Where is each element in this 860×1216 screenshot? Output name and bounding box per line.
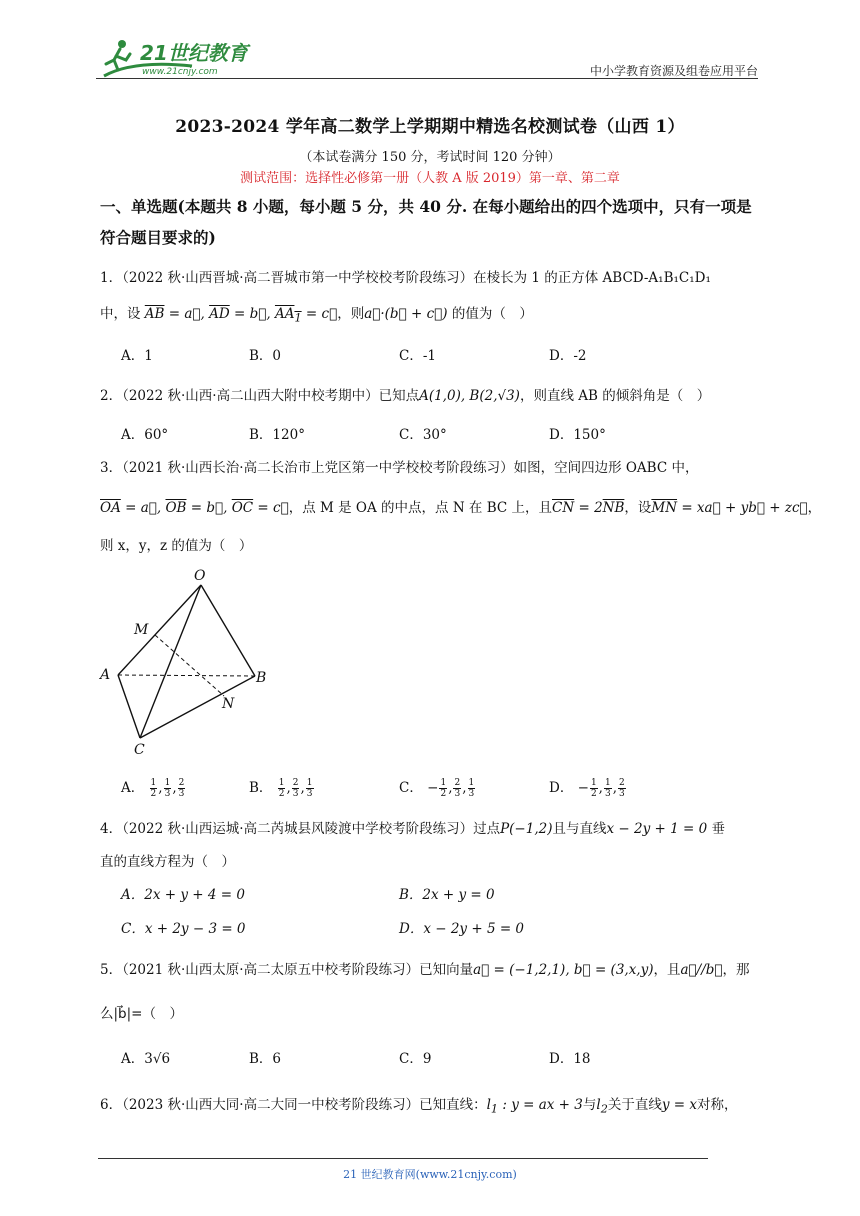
- svg-text:21世纪教育: 21世纪教育: [140, 41, 248, 65]
- q5-option-b[interactable]: B．6: [249, 1051, 282, 1067]
- svg-text:www.21cnjy.com: www.21cnjy.com: [142, 67, 218, 77]
- test-scope: 测试范围：选择性必修第一册（人教 A 版 2019）第一章、第二章: [240, 171, 620, 186]
- label-n: N: [222, 696, 235, 712]
- logo-icon: [96, 36, 266, 80]
- q2-option-b[interactable]: B．120°: [249, 427, 305, 443]
- q1-option-a[interactable]: A．1: [121, 348, 153, 364]
- q1-line2: 中，设 $\overline{AB}$ = a⃗, $\overline{AD}$ = b⃗, $AA_1$ = c⃗，则a⃗·(b⃗ + c⃗) 的值为（ ）: [100, 306, 533, 325]
- q1-option-b[interactable]: B．0: [249, 348, 282, 364]
- footer-link[interactable]: 21 世纪教育网(www.21cnjy.com): [343, 1168, 517, 1181]
- label-a: A: [100, 667, 111, 683]
- q2-option-c[interactable]: C．30°: [399, 427, 447, 443]
- q2-option-d[interactable]: D．150°: [549, 427, 606, 443]
- q5-line2: 么|b⃗|=（ ）: [100, 1006, 183, 1022]
- q2-line1: 2．（2022 秋·山西·高二山西大附中校考期中）已知点A(1,0), B(2,√3)，则直线 AB 的倾斜角是（ ）: [100, 388, 711, 404]
- label-c: C: [134, 742, 145, 758]
- footer-rule: [98, 1158, 708, 1159]
- q3-option-b[interactable]: B． $\frac{1}{2}$ , $\frac{2}{3}$ , $\frac{1}{3}$: [249, 778, 313, 799]
- q4-option-d[interactable]: D．x − 2y + 5 = 0: [399, 921, 525, 937]
- label-m: M: [134, 622, 149, 638]
- q1-option-d[interactable]: D．-2: [549, 348, 587, 364]
- header: [96, 36, 758, 80]
- q2-option-a[interactable]: A．60°: [121, 427, 169, 443]
- platform-label: 中小学教育资源及组卷应用平台: [589, 64, 758, 78]
- q5-line1: 5．（2021 秋·山西太原·高二太原五中校考阶段练习）已知向量a⃗ = (−1,2,1), b⃗ = (3,x,y)，且a⃗//b⃗，那: [100, 962, 750, 978]
- q4-option-a[interactable]: A．2x + y + 4 = 0: [121, 887, 245, 903]
- tetrahedron-figure: [98, 566, 278, 758]
- q4-line1: 4．（2022 秋·山西运城·高二芮城县风陵渡中学校考阶段练习）过点P(−1,2)且与直线x − 2y + 1 = 0 垂: [100, 821, 725, 837]
- page-title: 2023-2024 学年高二数学上学期期中精选名校测试卷（山西 1）: [175, 117, 685, 137]
- q3-option-d[interactable]: D． − $\frac{1}{2}$ , $\frac{1}{3}$ , $\frac{2}{3}$: [549, 778, 625, 799]
- q1-option-c[interactable]: C．-1: [399, 348, 436, 364]
- header-rule: [96, 78, 758, 79]
- label-b: B: [256, 670, 267, 686]
- q1-line1: 1．（2022 秋·山西晋城·高二晋城市第一中学校校考阶段练习）在棱长为 1 的正方体 ABCD-A₁B₁C₁D₁: [100, 270, 711, 286]
- section-heading: 一、单选题(本题共 8 小题，每小题 5 分，共 40 分. 在每小题给出的四个选项中，只有一项是符合题目要求的): [100, 197, 752, 247]
- q4-option-c[interactable]: C．x + 2y − 3 = 0: [121, 921, 246, 937]
- q5-option-c[interactable]: C．9: [399, 1051, 432, 1067]
- q3-line2: $\overline{OA}$ = a⃗, $\overline{OB}$ = b⃗, $\overline{OC}$ = c⃗，点 M 是 OA 的中点，点 N 在 BC 上，且$\overline{CN} = 2\overline{NB}$，设$\overline{MN}$ = xa⃗ + yb⃗ + zc⃗，: [100, 500, 822, 516]
- exam-info: （本试卷满分 150 分，考试时间 120 分钟）: [299, 150, 561, 165]
- label-o: O: [194, 568, 206, 584]
- q4-line2: 直的直线方程为（ ）: [100, 854, 235, 870]
- q5-option-a[interactable]: A．3√6: [121, 1051, 171, 1067]
- q3-option-c[interactable]: C． − $\frac{1}{2}$ , $\frac{2}{3}$ , $\frac{1}{3}$: [399, 778, 475, 799]
- q3-line1: 3．（2021 秋·山西长治·高二长治市上党区第一中学校校考阶段练习）如图，空间四边形 OABC 中，: [100, 460, 699, 476]
- q3-option-a[interactable]: A． $\frac{1}{2}$ , $\frac{1}{3}$ , $\frac{2}{3}$: [121, 778, 185, 799]
- q4-option-b[interactable]: B．2x + y = 0: [399, 887, 495, 903]
- q5-option-d[interactable]: D．18: [549, 1051, 591, 1067]
- q3-line3: 则 x，y，z 的值为（ ）: [100, 538, 253, 554]
- q6-line1: 6．（2023 秋·山西大同·高二大同一中校考阶段练习）已知直线：$l_1$ : y = ax + 3与$l_2$关于直线y = x对称，: [100, 1097, 738, 1116]
